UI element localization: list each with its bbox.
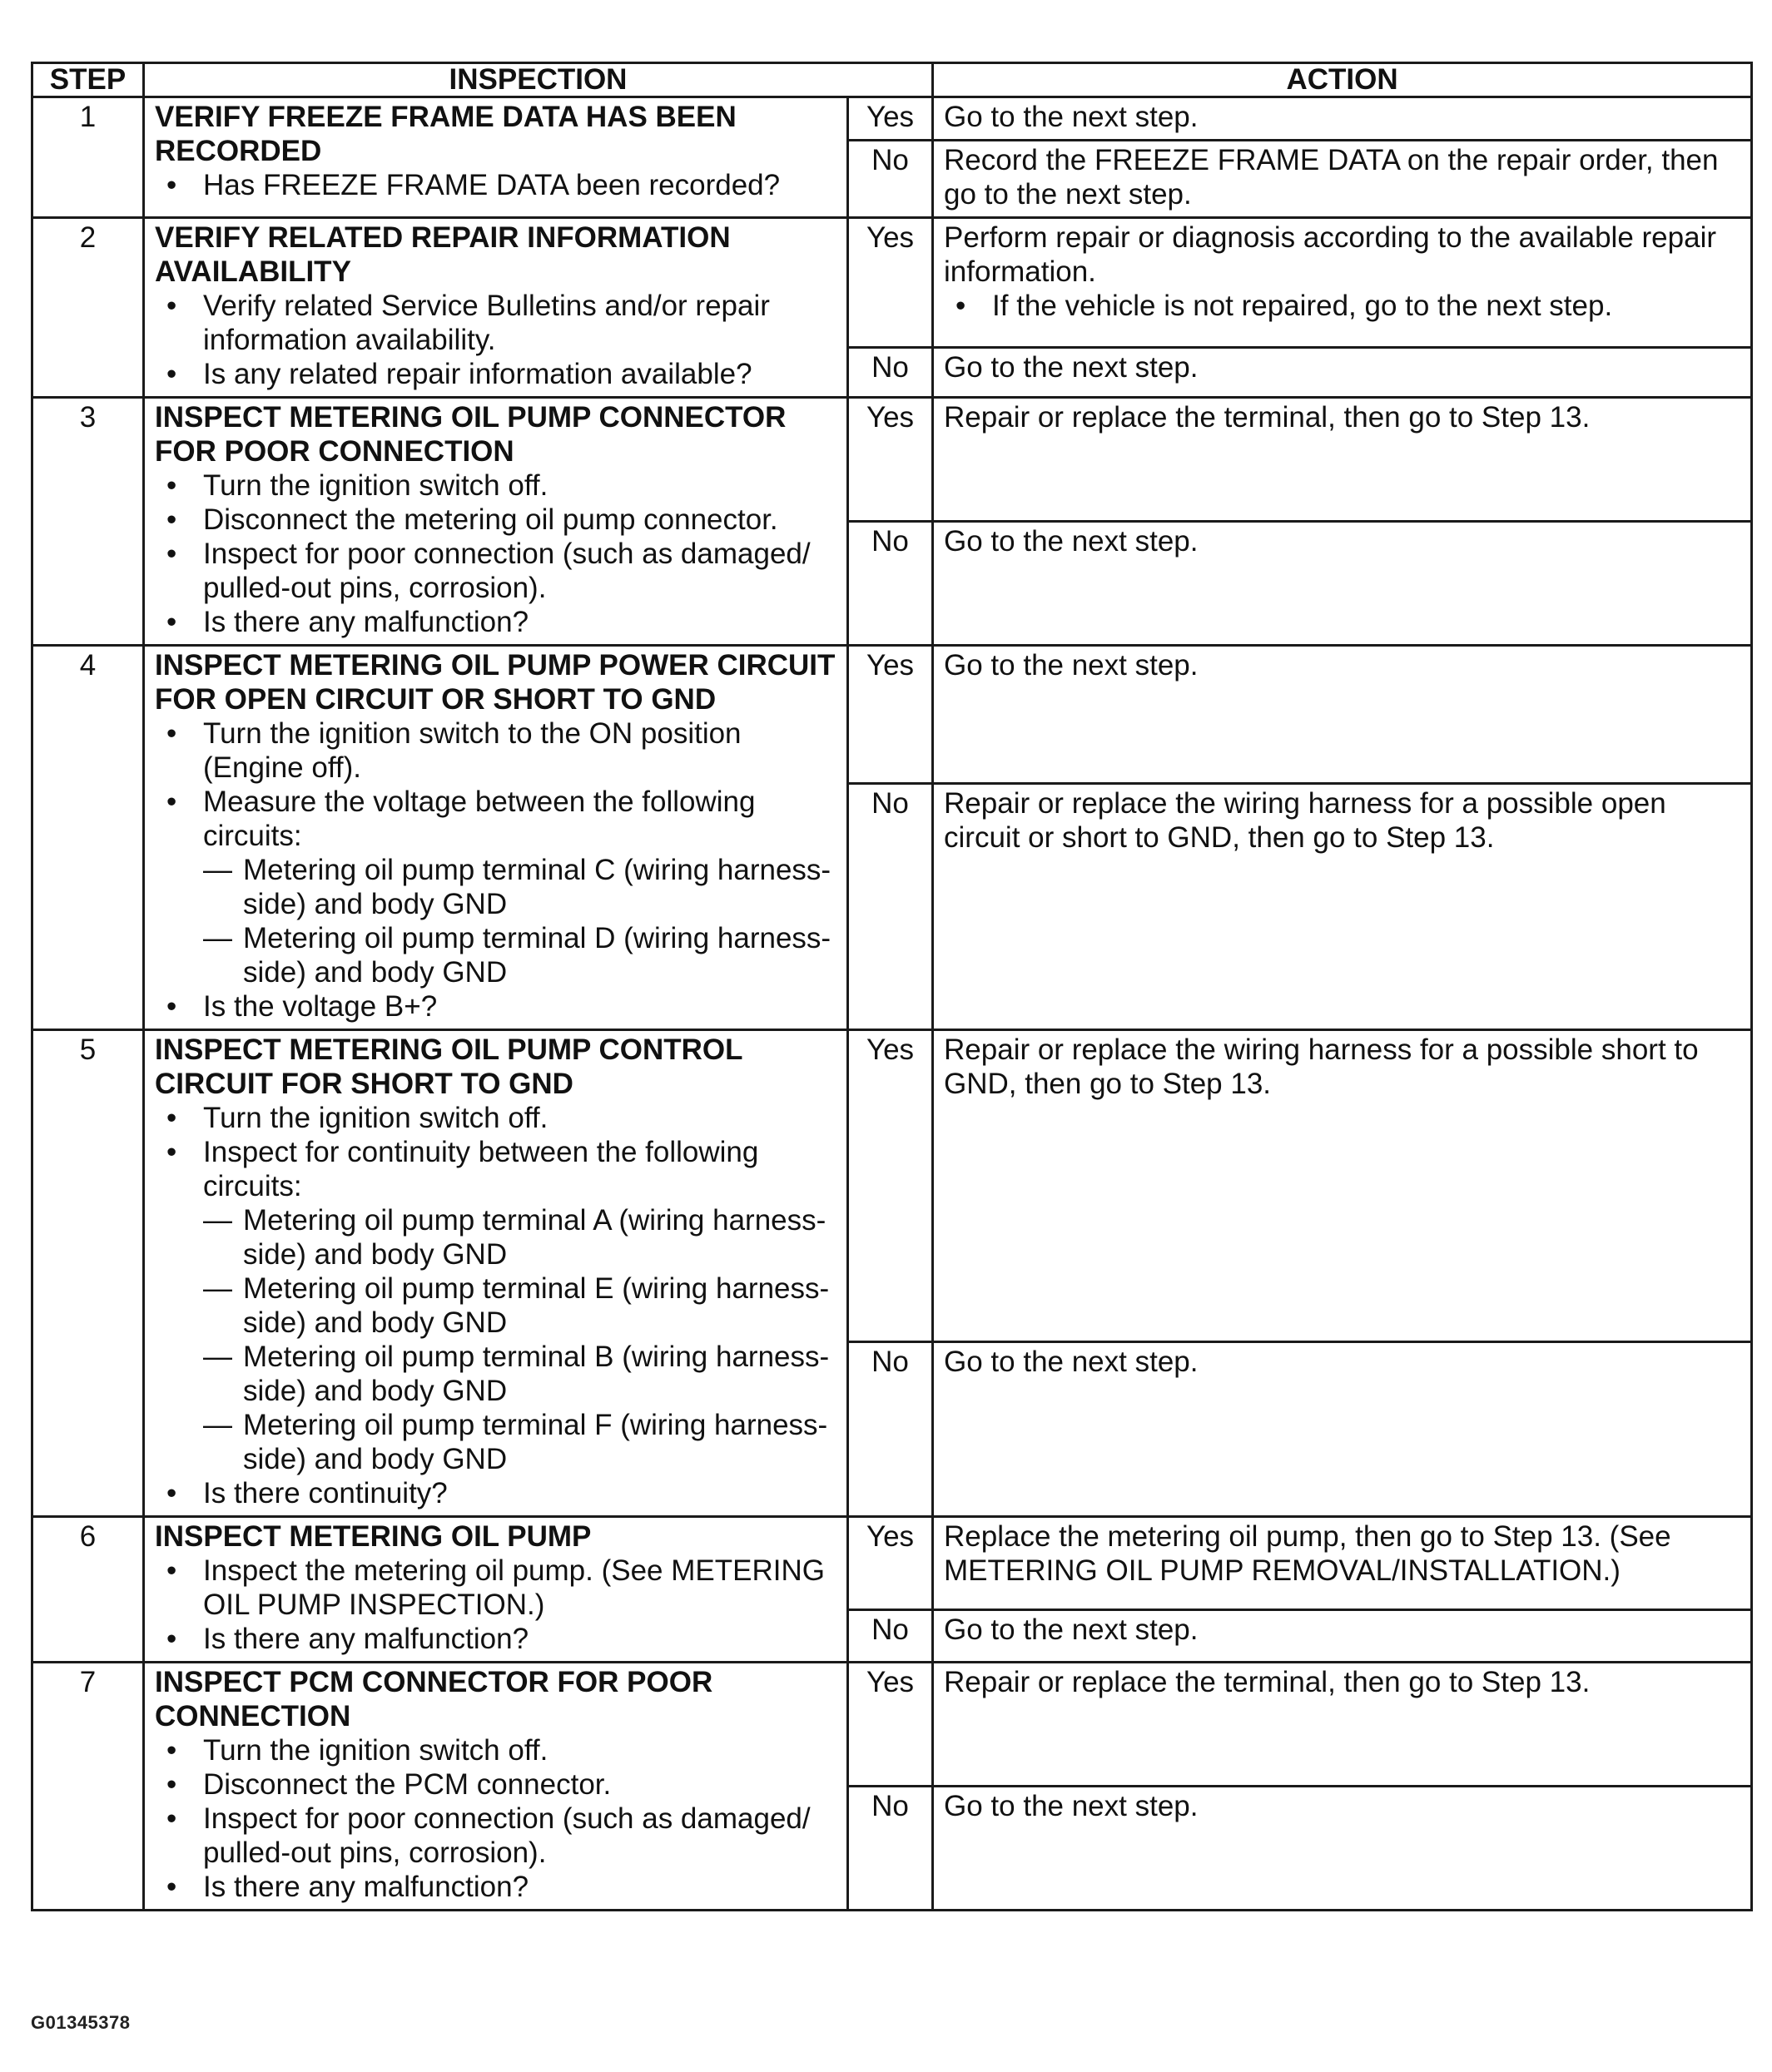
circuit-item: — Metering oil pump terminal B (wiring harness-side) and body GND bbox=[203, 1340, 836, 1408]
inspection-bullets bbox=[155, 168, 836, 202]
table-body bbox=[32, 97, 1752, 1911]
step-number: 5 bbox=[32, 1030, 144, 1517]
inspection-bullet bbox=[155, 1135, 836, 1476]
inspection-bullet bbox=[155, 168, 836, 202]
inspection-bullet-text: Turn the ignition switch off. bbox=[203, 1734, 548, 1767]
no-label: No bbox=[848, 1787, 933, 1911]
yes-action bbox=[933, 97, 1752, 141]
step-number: 7 bbox=[32, 1663, 144, 1911]
step-row-yes bbox=[32, 398, 1752, 522]
inspection-cell bbox=[144, 1517, 848, 1663]
yes-label: Yes bbox=[848, 646, 933, 784]
inspection-bullet-text: Turn the ignition switch to the ON position (Engine off). bbox=[203, 717, 742, 784]
inspection-title: VERIFY FREEZE FRAME DATA HAS BEEN RECORDED bbox=[155, 101, 737, 167]
inspection-bullet-text: Inspect the metering oil pump. (See METERING OIL PUMP INSPECTION.) bbox=[203, 1554, 825, 1621]
yes-action bbox=[933, 218, 1752, 348]
inspection-bullet bbox=[155, 1622, 836, 1656]
no-action: Go to the next step. bbox=[933, 522, 1752, 646]
inspection-bullet-text: Is the voltage B+? bbox=[203, 990, 438, 1023]
yes-action-text: Repair or replace the terminal, then go to Step 13. bbox=[944, 1666, 1591, 1698]
no-label: No bbox=[848, 141, 933, 218]
yes-label: Yes bbox=[848, 1030, 933, 1342]
inspection-bullet bbox=[155, 503, 836, 537]
no-label: No bbox=[848, 1342, 933, 1517]
inspection-cell bbox=[144, 1663, 848, 1911]
diagnostic-table-sheet bbox=[31, 62, 1750, 1911]
inspection-bullet-text: Measure the voltage between the following circuits: bbox=[203, 786, 756, 852]
inspection-bullet bbox=[155, 716, 836, 785]
inspection-bullet-text: Inspect for poor connection (such as damaged/ pulled-out pins, corrosion). bbox=[203, 538, 811, 604]
no-label: No bbox=[848, 522, 933, 646]
circuit-item: — Metering oil pump terminal D (wiring harness-side) and body GND bbox=[203, 921, 836, 989]
inspection-title: INSPECT METERING OIL PUMP CONTROL CIRCUIT FOR SHORT TO GND bbox=[155, 1034, 742, 1100]
inspection-bullet bbox=[155, 785, 836, 989]
inspection-cell bbox=[144, 398, 848, 646]
step-row-yes bbox=[32, 1517, 1752, 1610]
inspection-bullet bbox=[155, 989, 836, 1024]
inspection-cell bbox=[144, 1030, 848, 1517]
header-inspection: INSPECTION bbox=[144, 63, 933, 97]
step-number: 3 bbox=[32, 398, 144, 646]
inspection-title: INSPECT METERING OIL PUMP POWER CIRCUIT FOR OPEN CIRCUIT OR SHORT TO GND bbox=[155, 649, 836, 716]
no-action: Go to the next step. bbox=[933, 1610, 1752, 1663]
figure-id: G01345378 bbox=[31, 2012, 131, 2033]
inspection-bullet-text: Is there any malfunction? bbox=[203, 606, 529, 638]
yes-action-text: Replace the metering oil pump, then go to Step 13. (See METERING OIL PUMP REMOVAL/INSTALLATION.) bbox=[944, 1520, 1671, 1587]
yes-action bbox=[933, 1517, 1752, 1610]
yes-label: Yes bbox=[848, 97, 933, 141]
circuit-item: — Metering oil pump terminal F (wiring harness-side) and body GND bbox=[203, 1408, 836, 1476]
inspection-bullets bbox=[155, 1101, 836, 1510]
header-action: ACTION bbox=[933, 63, 1752, 97]
inspection-bullet bbox=[155, 357, 836, 391]
yes-action-bullet: • If the vehicle is not repaired, go to the next step. bbox=[944, 289, 1740, 323]
inspection-bullets bbox=[155, 289, 836, 391]
inspection-bullet bbox=[155, 1802, 836, 1870]
yes-label: Yes bbox=[848, 1663, 933, 1787]
yes-action bbox=[933, 398, 1752, 522]
no-action: Go to the next step. bbox=[933, 347, 1752, 397]
inspection-title: INSPECT METERING OIL PUMP CONNECTOR FOR POOR CONNECTION bbox=[155, 401, 787, 468]
yes-action-text: Repair or replace the terminal, then go to Step 13. bbox=[944, 401, 1591, 434]
no-label: No bbox=[848, 347, 933, 397]
inspection-bullet-text: Is any related repair information available? bbox=[203, 358, 752, 390]
inspection-bullet bbox=[155, 1101, 836, 1135]
inspection-bullet-text: Turn the ignition switch off. bbox=[203, 1102, 548, 1134]
step-row-yes bbox=[32, 97, 1752, 141]
step-row-yes bbox=[32, 1663, 1752, 1787]
yes-action-text: Perform repair or diagnosis according to the available repair information. bbox=[944, 221, 1716, 288]
step-row-yes bbox=[32, 218, 1752, 348]
inspection-bullet-text: Turn the ignition switch off. bbox=[203, 469, 548, 502]
inspection-bullet-text: Inspect for poor connection (such as damaged/ pulled-out pins, corrosion). bbox=[203, 1802, 811, 1869]
inspection-bullet-text: Is there any malfunction? bbox=[203, 1871, 529, 1903]
circuit-list bbox=[203, 1203, 836, 1476]
step-row-yes bbox=[32, 1030, 1752, 1342]
inspection-bullet-text: Verify related Service Bulletins and/or repair information availability. bbox=[203, 290, 770, 356]
yes-label: Yes bbox=[848, 218, 933, 348]
yes-action-text: Go to the next step. bbox=[944, 649, 1199, 682]
inspection-title: VERIFY RELATED REPAIR INFORMATION AVAILABILITY bbox=[155, 221, 731, 288]
inspection-bullet-text: Disconnect the PCM connector. bbox=[203, 1768, 612, 1801]
step-number: 2 bbox=[32, 218, 144, 398]
inspection-bullet-text: Is there continuity? bbox=[203, 1477, 448, 1509]
no-label: No bbox=[848, 1610, 933, 1663]
inspection-bullet bbox=[155, 289, 836, 357]
circuit-item: — Metering oil pump terminal C (wiring harness-side) and body GND bbox=[203, 853, 836, 921]
inspection-bullet-text: Is there any malfunction? bbox=[203, 1623, 529, 1655]
inspection-bullets bbox=[155, 716, 836, 1024]
inspection-cell bbox=[144, 218, 848, 398]
no-action: Go to the next step. bbox=[933, 1342, 1752, 1517]
inspection-bullets bbox=[155, 468, 836, 639]
yes-label: Yes bbox=[848, 398, 933, 522]
inspection-bullet bbox=[155, 1476, 836, 1510]
step-number: 4 bbox=[32, 646, 144, 1030]
inspection-cell bbox=[144, 646, 848, 1030]
inspection-bullet bbox=[155, 1733, 836, 1767]
yes-action bbox=[933, 646, 1752, 784]
inspection-bullets bbox=[155, 1733, 836, 1904]
inspection-bullet bbox=[155, 605, 836, 639]
inspection-bullet-text: Disconnect the metering oil pump connector. bbox=[203, 503, 778, 536]
inspection-title: INSPECT METERING OIL PUMP bbox=[155, 1520, 592, 1553]
yes-label: Yes bbox=[848, 1517, 933, 1610]
no-action: Go to the next step. bbox=[933, 1787, 1752, 1911]
step-number: 6 bbox=[32, 1517, 144, 1663]
no-label: No bbox=[848, 783, 933, 1029]
yes-action bbox=[933, 1663, 1752, 1787]
header-row bbox=[32, 63, 1752, 97]
inspection-title: INSPECT PCM CONNECTOR FOR POOR CONNECTION bbox=[155, 1666, 713, 1732]
yes-action-bullets bbox=[944, 289, 1740, 323]
inspection-bullet-text: Has FREEZE FRAME DATA been recorded? bbox=[203, 169, 781, 201]
step-row-yes bbox=[32, 646, 1752, 784]
circuit-item: — Metering oil pump terminal A (wiring harness-side) and body GND bbox=[203, 1203, 836, 1271]
yes-action-text: Repair or replace the wiring harness for a possible short to GND, then go to Step 13. bbox=[944, 1034, 1699, 1100]
inspection-bullet bbox=[155, 1767, 836, 1802]
circuit-item: — Metering oil pump terminal E (wiring harness-side) and body GND bbox=[203, 1271, 836, 1340]
step-number: 1 bbox=[32, 97, 144, 218]
no-action: Repair or replace the wiring harness for a possible open circuit or short to GND, then go to Step 13. bbox=[933, 783, 1752, 1029]
yes-action bbox=[933, 1030, 1752, 1342]
inspection-bullet bbox=[155, 1554, 836, 1622]
inspection-bullets bbox=[155, 1554, 836, 1656]
inspection-bullet-text: Inspect for continuity between the following circuits: bbox=[203, 1136, 759, 1202]
yes-action-text: Go to the next step. bbox=[944, 101, 1199, 133]
inspection-bullet bbox=[155, 1870, 836, 1904]
diagnostic-procedure-table bbox=[31, 62, 1753, 1911]
no-action: Record the FREEZE FRAME DATA on the repair order, then go to the next step. bbox=[933, 141, 1752, 218]
header-step: STEP bbox=[32, 63, 144, 97]
inspection-bullet bbox=[155, 468, 836, 503]
circuit-list bbox=[203, 853, 836, 989]
inspection-cell bbox=[144, 97, 848, 218]
inspection-bullet bbox=[155, 537, 836, 605]
